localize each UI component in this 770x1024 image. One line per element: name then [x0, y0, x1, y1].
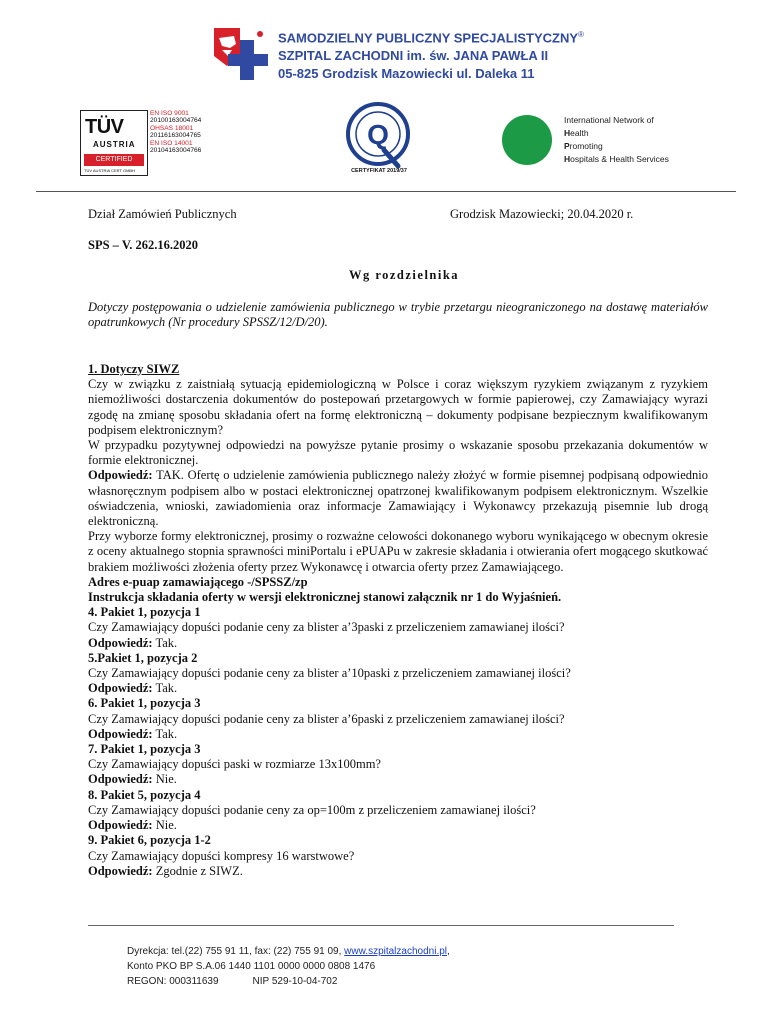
place-and-date: Grodzisk Mazowiecki; 20.04.2020 r.	[450, 207, 634, 221]
hph-line	[564, 153, 669, 166]
answer-text: Tak.	[152, 726, 178, 741]
footer-regon: REGON: 000311639	[127, 976, 219, 987]
subject-line: Dotyczy postępowania o udzielenie zamówienia publicznego w trybie przetargu nieograniczonego na dostawę materiałów opatrunkowych (Nr procedury SPSSZ/12/D/20).	[88, 300, 708, 329]
hph-word: romoting	[569, 141, 603, 151]
item-answer	[88, 681, 708, 696]
epuap-address: Adres e-puap zamawiającego -/SPSSZ/zp	[88, 574, 308, 589]
item-answer	[88, 818, 708, 833]
department-name: Dział Zamówień Publicznych	[88, 207, 237, 221]
item-question: Czy Zamawiający dopuści podanie ceny za blister a’10paski z przeliczeniem zamawianej ilości?	[88, 666, 571, 681]
item-heading: 8. Pakiet 5, pozycja 4	[88, 787, 201, 802]
item-answer	[88, 636, 708, 651]
hph-logo	[502, 115, 552, 165]
hospital-title	[278, 26, 584, 83]
footer-bank-account: Konto PKO BP S.A.06 1440 1101 0000 0000 0808 1476	[127, 961, 376, 972]
tuv-certified-label: CERTIFIED	[84, 154, 144, 166]
website-link[interactable]: www.szpitalzachodni.pl	[344, 946, 447, 957]
item-question: Czy Zamawiający dopuści podanie ceny za blister a’6paski z przeliczeniem zamawianej ilości?	[88, 711, 565, 726]
standard-name: OHSAS 18001	[150, 124, 194, 132]
answer-text: TAK. Ofertę o udzielenie zamówienia publicznego należy złożyć w formie pisemnej podpisaną odpowiednio własnoręcznym podpisem albo w postaci elektronicznej opatrzonej kwalifikowanym podpisem elektronicznym. Wszelkie oświadczenia, wnioski, zawiadomienia oraz informacje Zamawiający i Wykonawcy przekazują pisemnie lub drogą elektroniczną.	[88, 468, 708, 529]
hospital-address: 05-825 Grodzisk Mazowiecki ul. Daleka 11	[278, 66, 535, 82]
item-answer	[88, 772, 708, 787]
footer-divider	[88, 925, 674, 926]
letter-body	[88, 362, 708, 879]
footer-contact	[127, 944, 450, 959]
standard-number: 20116163004765	[150, 132, 201, 140]
item-heading: 9. Pakiet 6, pozycja 1-2	[88, 833, 211, 848]
answer-text: Nie.	[152, 772, 177, 787]
reference-number: SPS – V. 262.16.2020	[88, 238, 198, 252]
header-divider	[36, 191, 736, 192]
footer-nip: NIP 529-10-04-702	[252, 976, 338, 987]
answer-label: Odpowiedź:	[88, 772, 153, 787]
hph-line: International Network of	[564, 115, 654, 125]
hospital-name-line-2: SZPITAL ZACHODNI im. św. JANA PAWŁA II	[278, 48, 549, 64]
item-question: Czy Zamawiający dopuści podanie ceny za blister a’3paski z przeliczeniem zamawianej ilości?	[88, 620, 565, 635]
item-answer	[88, 864, 708, 879]
standard-number: 20104163004766	[150, 147, 202, 155]
item-question: Czy Zamawiający dopuści podanie ceny za op=100m z przeliczeniem zamawianej ilości?	[88, 802, 536, 817]
hph-word: ospitals & Health Services	[570, 154, 669, 164]
answer-label: Odpowiedź:	[88, 635, 153, 650]
answer-text: Tak.	[152, 635, 178, 650]
siwz-question: Czy w związku z zaistniałą sytuacją epidemiologiczną w Polsce i coraz większym ryzykiem związanym z ryzykiem niemożliwości dostarczenia dokumentów do postepowań przetargowych w formie papierowej, czy Zamawiający wyrazi zgodę na zmianę sposobu składania ofert na formę elektroniczną – dokumenty podpisane bezpiecznym kwalifikowanym podpisem elektronicznym?	[88, 377, 708, 437]
answer-text: Zgodnie z SIWZ.	[152, 863, 243, 878]
footer-phone: Dyrekcja: tel.(22) 755 91 11, fax: (22) 755 91 09,	[127, 946, 345, 957]
tuv-small-text: TÜV AUSTRIA CERT GMBH	[84, 168, 135, 173]
tuv-logo	[80, 110, 148, 176]
item-heading: 5.Pakiet 1, pozycja 2	[88, 650, 198, 665]
standard-name: EN ISO 14001	[150, 139, 193, 147]
hph-word: ealth	[570, 128, 589, 138]
hph-network-text	[564, 114, 669, 166]
standard-number: 20100163004764	[150, 117, 202, 125]
siwz-question-2: W przypadku pozytywnej odpowiedzi na powyższe pytanie prosimy o wskazanie sposobu przekazania dokumentów w formie elektronicznej.	[88, 438, 708, 468]
siwz-heading: 1. Dotyczy SIWZ	[88, 362, 180, 376]
item-heading: 6. Pakiet 1, pozycja 3	[88, 696, 201, 711]
hospital-logo	[210, 26, 274, 82]
instruction-note: Instrukcja składania oferty w wersji elektronicznej stanowi załącznik nr 1 do Wyjaśnień.	[88, 590, 562, 605]
answer-label: Odpowiedź:	[88, 863, 153, 878]
item-heading: 7. Pakiet 1, pozycja 3	[88, 742, 201, 757]
distribution-heading: Wg rozdzielnika	[348, 268, 460, 282]
answer-label: Odpowiedź:	[88, 681, 153, 696]
answer-text: Nie.	[152, 818, 177, 833]
item-question: Czy Zamawiający dopuści kompresy 16 warstwowe?	[88, 848, 355, 863]
answer-label: Odpowiedź:	[88, 726, 153, 741]
answer-label: Odpowiedź:	[88, 468, 153, 483]
footer-ids	[127, 974, 450, 989]
trademark-symbol: ®	[578, 30, 584, 39]
footer	[127, 944, 450, 989]
siwz-answer-2: Przy wyborze formy elektronicznej, prosimy o rozważne celowości dokonanego wyboru wynikającego w obecnym okresie z oceny aktualnego stopnia sprawności miniPortalu i ePUAPu w zakresie składania i otwierania ofert mogącego skutkować brakiem możliwości złożenia oferty przez Wykonawcę i otwarcia oferty przez Zamawiającego.	[88, 529, 708, 574]
hph-line	[564, 127, 669, 140]
item-answer	[88, 727, 708, 742]
quality-letter: Q	[367, 119, 389, 150]
tuv-brand: TÜV	[85, 116, 124, 138]
footer-comma: ,	[447, 946, 450, 957]
answer-label: Odpowiedź:	[88, 818, 153, 833]
hph-initial: H	[564, 128, 571, 138]
quality-certificate-caption: CERTYFIKAT 2019/37	[351, 168, 407, 174]
item-question: Czy Zamawiający dopuści paski w rozmiarze 13x100mm?	[88, 757, 381, 772]
siwz-answer	[88, 468, 708, 529]
hospital-name-line-1: SAMODZIELNY PUBLICZNY SPECJALISTYCZNY®	[278, 30, 584, 46]
tuv-standards-list	[150, 110, 224, 154]
hph-line	[564, 140, 669, 153]
item-heading: 4. Pakiet 1, pozycja 1	[88, 605, 201, 620]
answer-text: Tak.	[152, 681, 178, 696]
hph-initial: H	[564, 154, 571, 164]
standard-name: EN ISO 9001	[150, 110, 189, 117]
tuv-country: AUSTRIA	[93, 140, 136, 149]
tuv-certificate-badge	[80, 110, 224, 176]
hph-initial: P	[564, 141, 570, 151]
